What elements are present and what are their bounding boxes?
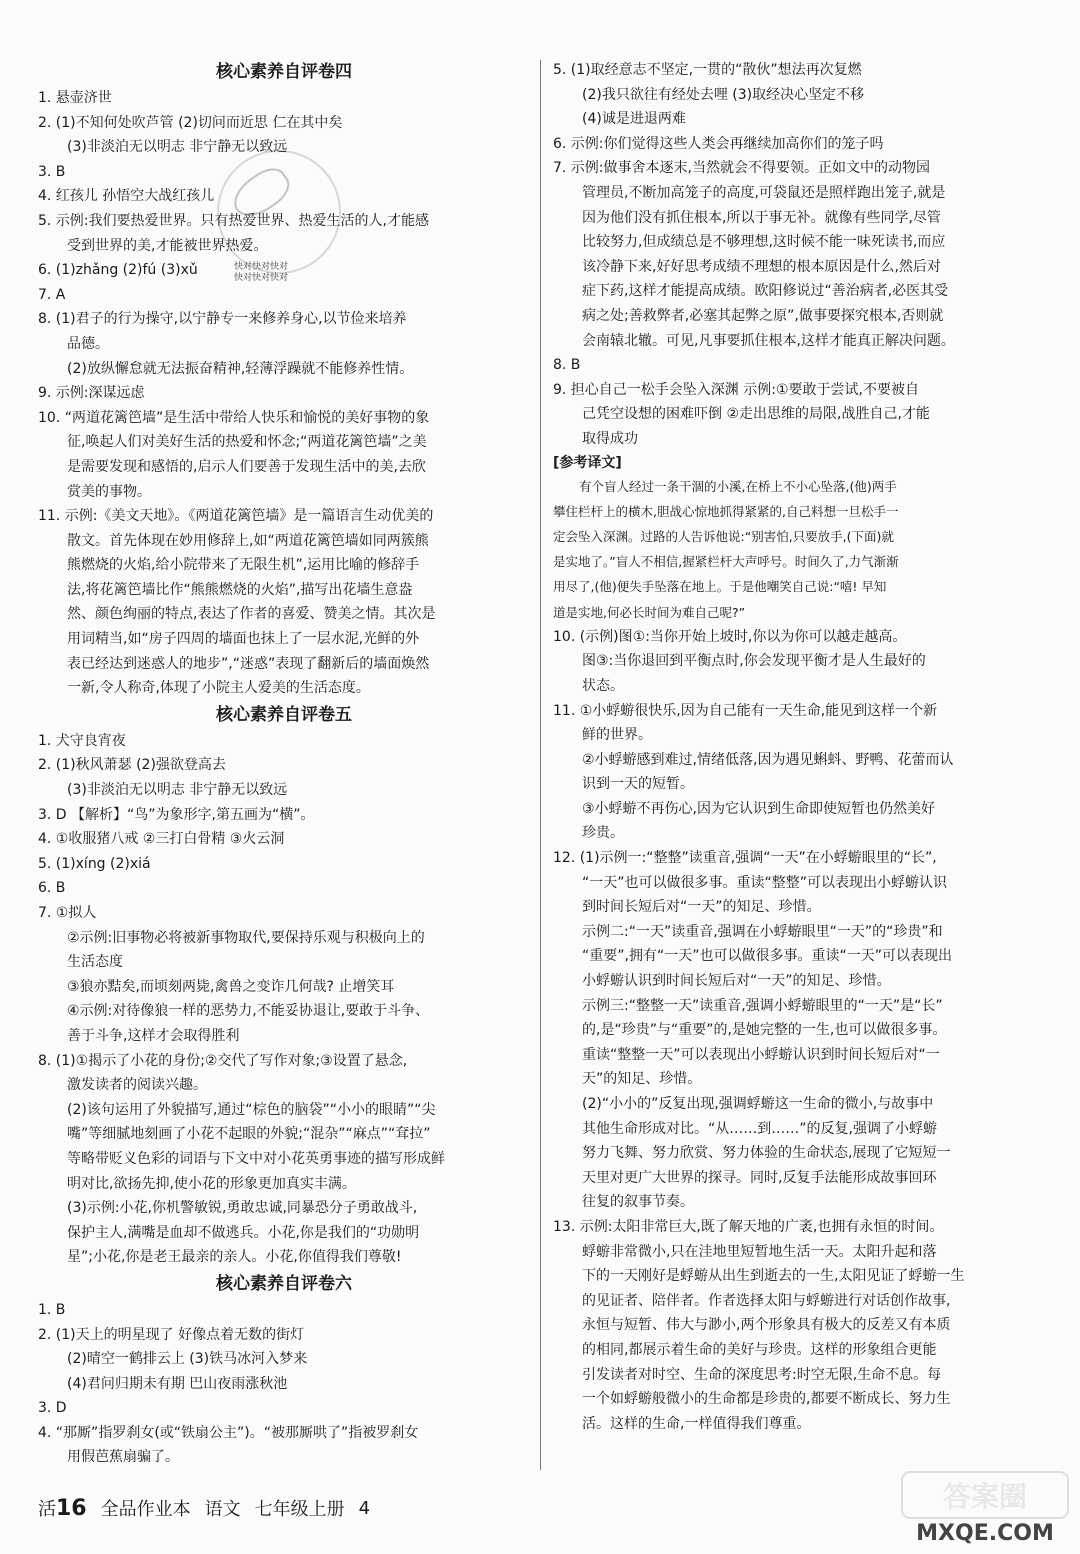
answer-line: “一天”也可以做很多事。重读“整整”可以表现出小蜉蝣认识 — [582, 874, 948, 891]
answer-line: (4)诚是进退两难 — [582, 111, 686, 128]
answer-line: 往复的叙事节奏。 — [582, 1194, 694, 1211]
answer-line: 2. (1)天上的明星现了 好像点着无数的街灯 — [38, 1326, 305, 1343]
answer-line: 重读“整整一天”可以表现出小蜉蝣认识到时间长短后对“一 — [582, 1046, 940, 1063]
answer-line: ②小蜉蝣感到难过,情绪低落,因为遇见蝌蚪、野鸭、花蕾而认 — [582, 751, 954, 768]
watermark-small-text: 快对快对快对 快对快对快对 — [234, 262, 289, 283]
answer-line: (3)非淡泊无以明志 非宁静无以致远 — [67, 139, 288, 156]
answer-line: 3. D 【解析】“鸟”为象形字,第五画为“横”。 — [38, 806, 315, 823]
answer-line: 10. “两道花篱笆墙”是生活中带给人快乐和愉悦的美好事物的象 — [38, 409, 430, 426]
footer-prefix: 活16 — [38, 1496, 87, 1521]
answer-line: (2)放纵懈怠就无法振奋精神,轻薄浮躁就不能修养性情。 — [67, 360, 414, 377]
answer-line: 星”;小花,你是老王最亲的亲人。小花,你值得我们尊敬! — [67, 1249, 402, 1266]
answer-line: 图③:当你退回到平衡点时,你会发现平衡才是人生最好的 — [582, 653, 926, 670]
answer-line: 下的一天刚好是蜉蝣从出生到逝去的一生,太阳见证了蜉蝣一生 — [582, 1268, 965, 1285]
answer-line: 6. (1)zhǎng (2)fú (3)xǔ — [38, 262, 198, 279]
answer-line: 表已经达到迷惑人的地步”,“迷惑”表现了翻新后的墙面焕然 — [67, 655, 430, 672]
page-number: 16 — [56, 1496, 87, 1521]
answer-line: 比较努力,但成绩总是不够理想,这时候不能一味死读书,而应 — [582, 234, 946, 251]
answer-line: ③狼亦黠矣,而顷刻两毙,禽兽之变诈几何哉? 止增笑耳 — [67, 978, 395, 995]
answer-line: 13. 示例:太阳非常巨大,既了解天地的广袤,也拥有永恒的时间。 — [553, 1218, 944, 1235]
answer-line: 然、颜色绚丽的特点,表达了作者的喜爱、赞美之情。其次是 — [67, 606, 436, 623]
answer-line: 道是实地,何必长时间为难自己呢?” — [553, 604, 746, 620]
answer-line: 品德。 — [67, 335, 109, 352]
answer-line: 病之处;善救弊者,必塞其起弊之原”,做事要探究根本,否则就 — [582, 307, 944, 324]
answer-line: ④示例:对待像狼一样的恶势力,不能妥协退让,要敢于斗争、 — [67, 1003, 430, 1020]
answer-line: 10. (示例)图①:当你开始上坡时,你以为你可以越走越高。 — [553, 628, 907, 645]
answer-line: 的,是“珍贵”与“重要”的,是她完整的一生,也可以做很多事。 — [582, 1022, 947, 1039]
answer-line: 6. 示例:你们觉得这些人类会再继续加高你们的笼子吗 — [553, 135, 884, 152]
answer-line: (3)非淡泊无以明志 非宁静无以致远 — [67, 782, 288, 799]
answer-line: 用词精当,如“房子四周的墙面也抹上了一层水泥,光鲜的外 — [67, 631, 420, 648]
answer-line: 的相同,都展示着生命的美好与珍贵。这样的形象组合更能 — [582, 1341, 937, 1358]
footer-extra: 4 — [358, 1497, 371, 1519]
answer-line: 引发读者对时空、生命的深度思考:时空无限,生命不息。每 — [582, 1366, 942, 1383]
answer-line: 3. D — [38, 1400, 67, 1417]
answer-line: 1. 悬壶济世 — [38, 90, 112, 106]
answer-line: 赏美的事物。 — [67, 483, 151, 500]
answer-line: 该冷静下来,好好思考成绩不理想的根本原因是什么,然后对 — [582, 258, 941, 275]
answer-line: 珍贵。 — [582, 825, 624, 842]
answer-line: (4)君问归期未有期 巴山夜雨涨秋池 — [67, 1375, 288, 1392]
answer-line: 1. B — [38, 1301, 66, 1318]
answer-line: 症下药,这样才能提高成绩。欧阳修说过“善治病者,必医其受 — [582, 283, 949, 300]
answer-line: 的见证者、陪伴者。作者选择太阳与蜉蝣进行对话创作故事, — [582, 1292, 951, 1309]
answer-line: 1. 犬守良宵夜 — [38, 732, 126, 749]
answer-line: 8. B — [553, 357, 581, 374]
answer-line: (2)“小小的”反复出现,强调蜉蝣这一生命的微小,与故事中 — [582, 1096, 934, 1112]
answer-line: 8. (1)君子的行为操守,以宁静专一来修养身心,以节俭来培养 — [38, 311, 407, 328]
answer-line: 4. “那厮”指罗刹女(或“铁扇公主”)。“被那厮哄了”指被罗刹女 — [38, 1424, 419, 1441]
answer-line: 生活态度 — [67, 954, 123, 971]
svg-text:答案圈: 答案圈 — [942, 1480, 1028, 1513]
page-footer — [38, 1488, 370, 1528]
answer-line: 用尽了,(他)便失手坠落在地上。于是他嘲笑自己说:“嘻! 早知 — [553, 579, 887, 595]
answer-line: 有个盲人经过一条干涸的小溪,在桥上不小心坠落,(他)两手 — [579, 478, 897, 494]
answer-line: 4. 红孩儿 孙悟空大战红孩儿 — [38, 188, 215, 205]
answer-line: 嘴”等细腻地刻画了小花不起眼的外貌;“混杂”“麻点”“耷拉” — [67, 1126, 431, 1143]
answer-line: 一个如蜉蝣般微小的生命都是珍贵的,都要不断成长、努力生 — [582, 1391, 951, 1408]
answer-line: 8. (1)①揭示了小花的身份;②交代了写作对象;③设置了悬念, — [38, 1052, 408, 1069]
answer-line: ③小蜉蝣不再伤心,因为它认识到生命即使短暂也仍然美好 — [582, 800, 935, 817]
answer-line: 7. ①拟人 — [38, 905, 97, 921]
answer-line: 天里对更广大世界的探寻。同时,反复手法能形成故事回环 — [582, 1169, 937, 1186]
site-logo — [900, 1470, 1070, 1546]
answer-line: 征,唤起人们对美好生活的热爱和怀念;“两道花篱笆墙”之美 — [67, 434, 427, 451]
reference-translation-label: [参考译文] — [553, 454, 622, 471]
answer-line: 小蜉蝣认识到时间长短后对“一天”的知足、珍惜。 — [582, 973, 891, 990]
answer-line: 永恒与短暂、伟大与渺小,两个形象具有极大的反差又有本质 — [582, 1317, 951, 1334]
column-divider — [540, 60, 541, 1470]
answer-line: 等略带贬义色彩的词语与下文中对小花英勇事迹的描写形成鲜 — [67, 1150, 445, 1167]
answer-line: 散文。首先体现在妙用修辞上,如“两道花篱笆墙如同两簇熊 — [67, 532, 429, 549]
answer-line: 明对比,欲扬先抑,使小花的形象更加真实丰满。 — [67, 1175, 356, 1192]
answer-line: 2. (1)秋风萧瑟 (2)强欲登高去 — [38, 757, 226, 774]
answer-line: 示例二:“一天”读重音,强调在小蜉蝣眼里“一天”的“珍贵”和 — [582, 923, 943, 940]
section-title: 核心素养自评卷五 — [216, 704, 352, 725]
answer-line: 11. ①小蜉蝣很快乐,因为自己能有一天生命,能见到这样一个新 — [553, 702, 938, 719]
answer-line: 蜉蝣非常微小,只在洼地里短暂地生活一天。太阳升起和落 — [582, 1243, 937, 1260]
right-column — [553, 58, 1045, 1436]
footer-book: 全品作业本 — [100, 1499, 191, 1520]
answer-line: 保护主人,满嘴是血却不做逃兵。小花,你是我们的“功勋明 — [67, 1224, 420, 1241]
answer-line: 努力飞舞、努力欣赏、努力体验的生命状态,展现了它短短一 — [582, 1145, 951, 1162]
answer-line: 3. B — [38, 163, 66, 180]
answer-line: (2)我只欲往有经处去哩 (3)取经决心坚定不移 — [582, 86, 865, 103]
section-title: 核心素养自评卷四 — [216, 62, 352, 82]
answer-line: 2. (1)不知何处吹芦管 (2)切问而近思 仁在其中矣 — [38, 114, 343, 131]
answer-line: 6. B — [38, 880, 66, 897]
answer-line: 激发读者的阅读兴趣。 — [67, 1077, 207, 1094]
footer-subject: 语文 — [204, 1499, 241, 1520]
footer-grade: 七年级上册 — [254, 1499, 345, 1520]
answer-line: 鲜的世界。 — [582, 727, 652, 744]
answer-line: 因为他们没有抓住根本,所以于事无补。就像有些同学,尽管 — [582, 209, 941, 226]
answer-line: 示例三:“整整一天”读重音,强调小蜉蝣眼里的“一天”是“长” — [582, 997, 943, 1014]
answer-line: 其他生命形成对比。“从……到……”的反复,强调了小蜉蝣 — [582, 1120, 937, 1137]
answer-line: (3)示例:小花,你机警敏锐,勇敢忠诚,同暴恐分子勇敢战斗, — [67, 1200, 418, 1217]
answer-line: 7. A — [38, 286, 66, 303]
answer-line: 法,将花篱笆墙比作“熊熊燃烧的火焰”,描写出花墙生意盎 — [67, 581, 413, 598]
answer-line: 12. (1)示例一:“整整”读重音,强调“一天”在小蜉蝣眼里的“长”, — [553, 850, 937, 867]
answer-line: 活。这样的生命,一样值得我们尊重。 — [582, 1415, 811, 1432]
answer-line: 一新,令人称奇,体现了小院主人爱美的生活态度。 — [67, 680, 370, 697]
answer-line: (2)该句运用了外貌描写,通过“棕色的脑袋”“小小的眼睛”“尖 — [67, 1101, 436, 1118]
answer-line: 识到一天的短暂。 — [582, 776, 694, 793]
answer-line: 到时间长短后对“一天”的知足、珍惜。 — [582, 899, 821, 916]
answer-line: 4. ①收服猪八戒 ②三打白骨精 ③火云洞 — [38, 831, 285, 848]
section-title: 核心素养自评卷六 — [216, 1273, 352, 1294]
answer-line: “重要”,拥有“一天”也可以做很多事。重读“一天”可以表现出 — [582, 948, 952, 965]
answer-line: 会南辕北辙。可见,凡事要抓住根本,这样才能真正解决问题。 — [582, 332, 955, 349]
answer-line: 攀住栏杆上的横木,胆战心惊地抓得紧紧的,自己料想一旦松手一 — [553, 503, 899, 519]
answer-line: 管理员,不断加高笼子的高度,可袋鼠还是照样跑出笼子,就是 — [582, 184, 946, 201]
answer-line: 9. 示例:深谋远虑 — [38, 385, 145, 402]
answer-line: 取得成功 — [582, 430, 638, 447]
answer-line: ②示例:旧事物必将被新事物取代,要保持乐观与积极向上的 — [67, 929, 425, 946]
answer-line: 5. (1)xíng (2)xiá — [38, 855, 151, 872]
answer-line: 11. 示例:《美文天地》。《两道花篱笆墙》是一篇语言生动优美的 — [38, 508, 434, 525]
answer-line: 天”的知足、珍惜。 — [582, 1071, 702, 1088]
answer-line: 5. (1)取经意志不坚定,一贯的“散伙”想法再次复燃 — [553, 62, 862, 78]
answer-line: (2)晴空一鹤排云上 (3)铁马冰河入梦来 — [67, 1351, 308, 1368]
answer-line: 己凭空设想的困难吓倒 ②走出思维的局限,战胜自己,才能 — [582, 406, 930, 423]
answer-line: 状态。 — [582, 677, 624, 694]
answer-line: 善于斗争,这样才会取得胜利 — [67, 1027, 240, 1044]
answer-line: 用假芭蕉扇骗了。 — [67, 1449, 179, 1466]
answer-line: 定会坠入深渊。过路的人告诉他说:“别害怕,只要放手,(下面)就 — [553, 528, 894, 544]
answer-line: 7. 示例:做事舍本逐末,当然就会不得要领。正如文中的动物园 — [553, 160, 930, 177]
answer-line: 9. 担心自己一松手会坠入深渊 示例:①要敢于尝试,不要被自 — [553, 381, 919, 398]
svg-text:MXQE.COM: MXQE.COM — [916, 1521, 1054, 1546]
answer-line: 受到世界的美,才能被世界热爱。 — [67, 237, 268, 254]
answer-line: 5. 示例:我们要热爱世界。只有热爱世界、热爱生活的人,才能感 — [38, 212, 429, 229]
answer-line: 熊燃烧的火焰,给小院带来了无限生机”,运用比喻的修辞手 — [67, 557, 420, 574]
answer-line: 是实地了。”盲人不相信,握紧栏杆大声呼号。时间久了,力气渐渐 — [553, 554, 899, 570]
answer-line: 是需要发现和感悟的,启示人们要善于发现生活中的美,去欣 — [67, 458, 426, 475]
